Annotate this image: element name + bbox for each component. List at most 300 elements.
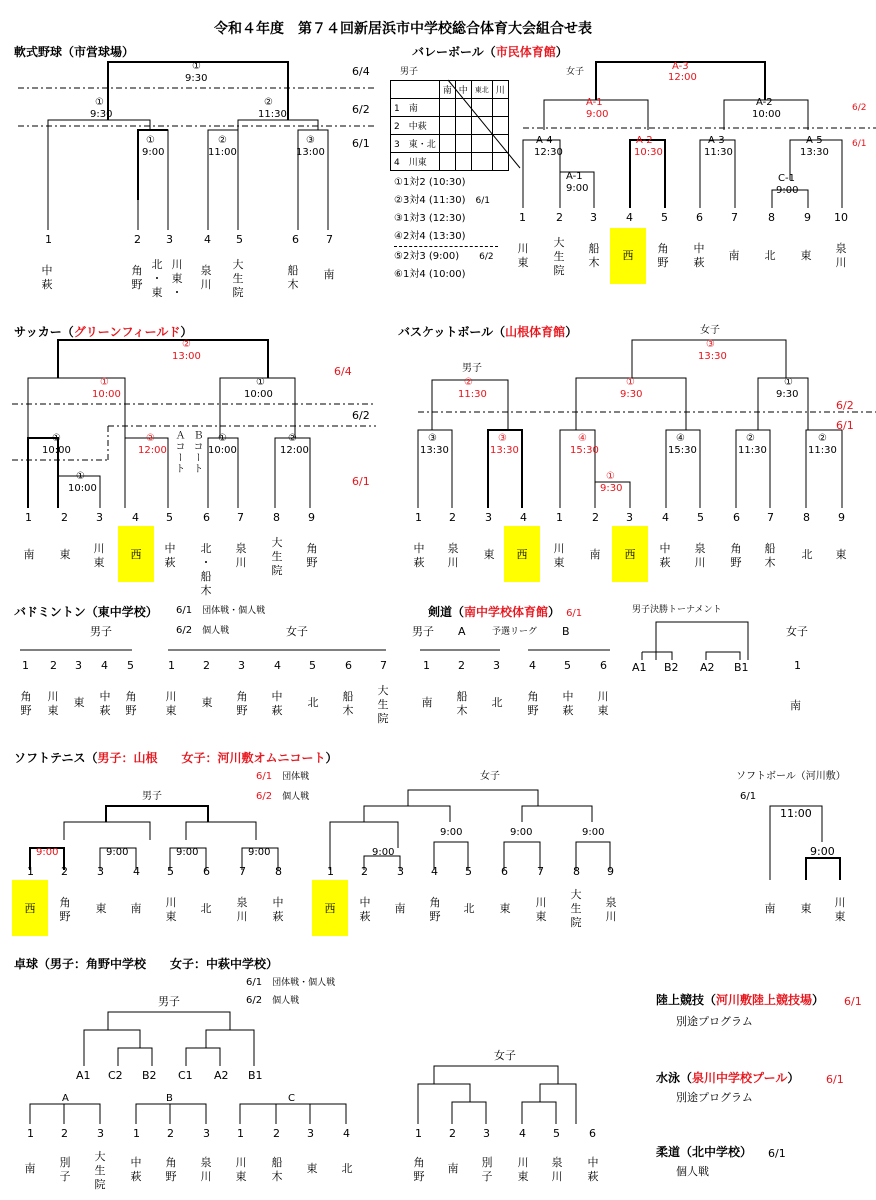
team-name: 川 東	[235, 1156, 247, 1183]
boys-label: 男子	[412, 625, 434, 638]
match-time: 9:30	[90, 109, 113, 120]
match-no: ②	[182, 339, 191, 350]
match-time: 13:00	[296, 147, 325, 158]
seed-number: 5	[166, 511, 173, 524]
match-time: 9:00	[582, 827, 605, 838]
judo-date: 6/1	[768, 1147, 786, 1160]
team-name: 北	[307, 696, 319, 709]
team-name: 東	[306, 1162, 318, 1175]
team-name: 東	[59, 548, 71, 561]
seed-number: 8	[803, 511, 810, 524]
seed-number: 3	[590, 211, 597, 224]
team-name: 角 野	[527, 690, 539, 717]
badminton-heading: バドミントン（東中学校）	[14, 605, 158, 619]
team-name: 川 東	[517, 1156, 529, 1183]
team-name: 中 萩	[41, 264, 53, 291]
team-name: 角 野	[125, 690, 137, 717]
final-label: 男子決勝トーナメント	[632, 605, 722, 615]
venue-name: 山根体育館	[505, 325, 566, 339]
team-name: 南	[790, 699, 801, 712]
match-time: 11:30	[258, 109, 287, 120]
final-slot: A1	[632, 661, 647, 674]
match-time: 9:00	[776, 185, 799, 196]
team-name: 北	[463, 902, 475, 915]
seed-number: 10	[834, 211, 848, 224]
team-name: 西	[324, 902, 336, 915]
boys-label: 男子	[462, 363, 482, 374]
group-label: C	[288, 1093, 295, 1104]
team-name: 南	[323, 268, 335, 281]
match-time: 11:30	[458, 389, 487, 400]
team-name: 大 生 院	[553, 236, 565, 277]
match-no: A-1	[566, 171, 583, 182]
team-name: 大 生 院	[271, 536, 283, 577]
schedule-row: ④2対4 (13:30)	[394, 231, 466, 242]
team-name: 川 東 ・	[171, 258, 183, 299]
match-no: ②	[746, 433, 755, 444]
venue-name: 南中学校体育館	[464, 605, 549, 619]
match-time: 9:00	[142, 147, 165, 158]
schedule-row: ⑤2対3 (9:00) 6/2	[394, 251, 494, 262]
tabletennis-heading: 卓球（男子：角野中学校 女子：中萩中学校）	[14, 957, 279, 971]
team-name: 中 萩	[130, 1156, 142, 1183]
venue-name: 泉川中学校プール	[692, 1071, 788, 1085]
team-name: 角 野	[413, 1156, 425, 1183]
team-name: 泉 川	[551, 1156, 563, 1183]
team-name: 角 野	[20, 690, 32, 717]
match-time: 9:30	[185, 73, 208, 84]
team-name: 角 野	[236, 690, 248, 717]
slot: B1	[248, 1069, 263, 1082]
match-time: 9:00	[248, 847, 271, 858]
match-time: 10:00	[92, 389, 121, 400]
league-table	[390, 80, 509, 171]
seed-number: 3	[626, 511, 633, 524]
team-name: 泉 川	[694, 542, 706, 569]
team-name: 北	[341, 1162, 353, 1175]
judo-note: 個人戦	[676, 1165, 709, 1178]
match-no: ②	[264, 97, 273, 108]
match-time: 9:30	[600, 483, 623, 494]
boys-label: 男子	[142, 791, 162, 802]
team-name: 泉 川	[605, 896, 617, 923]
seed-number: 6	[292, 233, 299, 246]
team-name: 西	[130, 548, 142, 561]
swimming-note: 別途プログラム	[676, 1091, 753, 1104]
venue-name: 市民体育館	[495, 45, 556, 59]
match-time: 9:00	[440, 827, 463, 838]
team-name: 川 東	[535, 896, 547, 923]
match-no: ①	[52, 433, 61, 444]
seed-number: 1	[794, 659, 801, 672]
league-head: 川	[492, 81, 508, 99]
seed-number: 3	[485, 511, 492, 524]
court-label: Ｂコート	[191, 430, 202, 474]
team-name: 角 野	[165, 1156, 177, 1183]
kendo-heading: 剣道（南中学校体育館） 6/1	[428, 605, 583, 619]
match-no: A-3	[708, 135, 725, 146]
swimming-date: 6/1	[826, 1073, 844, 1086]
match-no: A-4	[536, 135, 553, 146]
match-time: 9:00	[106, 847, 129, 858]
athletics-note: 別途プログラム	[676, 1015, 753, 1028]
info-row: 6/2 個人戦	[246, 995, 300, 1006]
match-time: 9:00	[372, 847, 395, 858]
slot: B2	[142, 1069, 157, 1082]
match-no: ①	[606, 471, 615, 482]
match-time: 10:00	[42, 445, 71, 456]
match-time: 9:00	[176, 847, 199, 858]
seed-number: 1	[556, 511, 563, 524]
match-no: ①	[784, 377, 793, 388]
venue-name: グリーンフィールド	[73, 325, 181, 339]
team-name: 北	[764, 249, 776, 262]
team-name: 中 萩	[164, 542, 176, 569]
team-name: 角 野	[429, 896, 441, 923]
seed-number: 7	[326, 233, 333, 246]
team-name: 中 萩	[659, 542, 671, 569]
team-name: 南	[24, 1162, 36, 1175]
team-name: 東	[835, 548, 847, 561]
slot: A2	[214, 1069, 229, 1082]
match-no: ②	[818, 433, 827, 444]
judo-heading: 柔道（北中学校）	[656, 1145, 753, 1159]
match-time: 12:30	[534, 147, 563, 158]
info-row: 6/1 団体戦	[256, 771, 310, 782]
seed-number: 8	[768, 211, 775, 224]
seed-number: 5	[697, 511, 704, 524]
team-name: 別 子	[481, 1156, 493, 1183]
match-no: ④	[676, 433, 685, 444]
team-name: 中 萩	[271, 690, 283, 717]
final-slot: A2	[700, 661, 715, 674]
team-name: 川 東	[553, 542, 565, 569]
match-time: 9:00	[810, 845, 835, 858]
team-name: 北	[801, 548, 813, 561]
slot: C2	[108, 1069, 123, 1082]
match-no: A-1	[586, 97, 603, 108]
match-time: 13:00	[172, 351, 201, 362]
soccer-date: 6/1	[352, 475, 370, 488]
team-name: 泉 川	[236, 896, 248, 923]
seed-number: 2	[592, 511, 599, 524]
league-row: 3 東・北	[391, 135, 440, 153]
seed-number: 4	[662, 511, 669, 524]
seed-number: 1	[415, 511, 422, 524]
match-time: 10:00	[752, 109, 781, 120]
seed-number: 7	[731, 211, 738, 224]
match-time: 11:00	[208, 147, 237, 158]
team-name: 中 萩	[562, 690, 574, 717]
vb-date: 6/2	[852, 103, 867, 113]
soccer-date: 6/4	[334, 365, 352, 378]
info-row: 6/1 団体戦・個人戦	[176, 605, 266, 616]
team-name: 泉 川	[235, 542, 247, 569]
match-no: ①	[76, 471, 85, 482]
match-time: 9:30	[620, 389, 643, 400]
team-name: 船 木	[764, 542, 776, 569]
team-name: 船 木	[287, 264, 299, 291]
team-name: 中 萩	[99, 690, 111, 717]
team-name: 北	[200, 902, 212, 915]
team-name: 東	[95, 902, 107, 915]
page-title: 令和４年度 第７４回新居浜市中学校総合体育大会組合せ表	[214, 21, 592, 37]
slot: A1	[76, 1069, 91, 1082]
team-name: 南	[394, 902, 406, 915]
slot: C1	[178, 1069, 193, 1082]
team-name: 中 萩	[587, 1156, 599, 1183]
group-label: B	[562, 625, 570, 638]
bb-date: 6/1	[836, 419, 854, 432]
match-no: ①	[95, 97, 104, 108]
seed-number: 7	[767, 511, 774, 524]
group-label: B	[166, 1093, 173, 1104]
team-name: 泉 川	[447, 542, 459, 569]
team-name: 北 ・ 船 木	[200, 542, 212, 597]
softball-heading: ソフトボール（河川敷）	[736, 771, 846, 782]
match-time: 13:30	[698, 351, 727, 362]
schedule-row: ②3対4 (11:30) 6/1	[394, 195, 490, 206]
team-name: 大 生 院	[570, 888, 582, 929]
seed-number: 3	[96, 511, 103, 524]
group-label: A	[62, 1093, 69, 1104]
seed-number: 6	[203, 511, 210, 524]
match-no: ①	[100, 377, 109, 388]
basketball-heading: バスケットボール（山根体育館）	[398, 325, 578, 339]
team-name: 川 東	[47, 690, 59, 717]
match-time: 10:00	[208, 445, 237, 456]
match-no: ①	[256, 377, 265, 388]
match-no: ③	[706, 339, 715, 350]
team-name: 北 ・ 東	[151, 258, 163, 299]
seed-number: 4	[132, 511, 139, 524]
venue-name: 河川敷陸上競技場	[716, 993, 813, 1007]
match-no: ①	[218, 433, 227, 444]
team-name: 角 野	[730, 542, 742, 569]
match-time: 13:30	[420, 445, 449, 456]
team-name: 東	[800, 249, 812, 262]
final-slot: B1	[734, 661, 749, 674]
team-name: 中 萩	[359, 896, 371, 923]
seed-number: 1	[519, 211, 526, 224]
softball-date: 6/1	[740, 791, 757, 802]
seed-number: 2	[61, 511, 68, 524]
baseball-heading: 軟式野球（市営球場）	[14, 45, 135, 59]
team-name: 南	[589, 548, 601, 561]
match-no: ②	[218, 135, 227, 146]
league-head: 東北	[471, 81, 492, 99]
girls-label: 女子	[786, 625, 808, 638]
seed-number: 1	[45, 233, 52, 246]
girls-label: 女子	[480, 771, 500, 782]
team-name: 南	[130, 902, 142, 915]
league-label: 予選リーグ	[492, 627, 538, 637]
team-name: 川 東	[517, 242, 529, 269]
match-time: 13:30	[490, 445, 519, 456]
seed-number: 5	[236, 233, 243, 246]
seed-number: 2	[556, 211, 563, 224]
team-name: 大 生 院	[377, 684, 389, 725]
match-time: 12:00	[668, 72, 697, 83]
match-time: 9:00	[586, 109, 609, 120]
seed-number: 6	[733, 511, 740, 524]
seed-number: 4	[626, 211, 633, 224]
team-name: 別 子	[59, 1156, 71, 1183]
boys-label: 男子	[400, 67, 419, 77]
match-time: 10:30	[634, 147, 663, 158]
match-time: 9:30	[776, 389, 799, 400]
match-time: 15:30	[570, 445, 599, 456]
match-time: 13:30	[800, 147, 829, 158]
seed-number: 3	[166, 233, 173, 246]
match-time: 12:00	[138, 445, 167, 456]
match-no: A-3	[672, 61, 689, 72]
group-label: A	[458, 625, 466, 638]
match-time: 11:30	[808, 445, 837, 456]
team-name: 東	[73, 696, 85, 709]
league-head: 南	[439, 81, 455, 99]
athletics-heading: 陸上競技（河川敷陸上競技場）	[656, 993, 825, 1007]
match-no: ①	[626, 377, 635, 388]
team-name: 南	[447, 1162, 459, 1175]
boys-label: 男子	[158, 995, 180, 1008]
team-name: 角 野	[131, 264, 143, 291]
venue-name: 男子：山根 女子：河川敷オムニコート	[97, 751, 326, 765]
schedule-row: ①1対2 (10:30)	[394, 177, 466, 188]
bb-date: 6/2	[836, 399, 854, 412]
schedule-row: ③1対3 (12:30)	[394, 213, 466, 224]
match-no: ①	[146, 135, 155, 146]
match-time: 10:00	[68, 483, 97, 494]
team-name: 北	[491, 696, 503, 709]
softtennis-heading: ソフトテニス（男子：山根 女子：河川敷オムニコート）	[14, 751, 338, 765]
match-no: ②	[288, 433, 297, 444]
info-row: 6/1 団体戦・個人戦	[246, 977, 336, 988]
team-name: 東	[483, 548, 495, 561]
athletics-date: 6/1	[844, 995, 862, 1008]
team-name: 船 木	[456, 690, 468, 717]
seed-number: 9	[838, 511, 845, 524]
match-no: A-5	[806, 135, 823, 146]
team-name: 泉 川	[200, 1156, 212, 1183]
match-no: A-2	[636, 135, 653, 146]
info-row: 6/2 個人戦	[256, 791, 310, 802]
match-time: 12:00	[280, 445, 309, 456]
team-name: 東	[800, 902, 812, 915]
team-name: 船 木	[342, 690, 354, 717]
team-name: 西	[622, 249, 634, 262]
team-name: 南	[728, 249, 740, 262]
team-name: 中 萩	[693, 242, 705, 269]
seed-number: 9	[308, 511, 315, 524]
baseball-date: 6/2	[352, 103, 370, 116]
soccer-heading: サッカー（グリーンフィールド）	[14, 325, 193, 339]
team-name: 東	[499, 902, 511, 915]
girls-label: 女子	[566, 67, 585, 77]
match-time: 11:30	[704, 147, 733, 158]
team-name: 西	[24, 902, 36, 915]
team-name: 角 野	[657, 242, 669, 269]
match-no: ③	[306, 135, 315, 146]
team-name: 泉 川	[200, 264, 212, 291]
match-time: 9:00	[510, 827, 533, 838]
swimming-heading: 水泳（泉川中学校プール）	[656, 1071, 800, 1085]
team-name: 西	[516, 548, 528, 561]
team-name: 船 木	[588, 242, 600, 269]
team-name: 南	[421, 696, 433, 709]
seed-number: 6	[696, 211, 703, 224]
seed-number: 7	[237, 511, 244, 524]
court-label: Ａコート	[173, 430, 184, 474]
match-no: ②	[146, 433, 155, 444]
team-name: 角 野	[59, 896, 71, 923]
team-name: 川 東	[834, 896, 846, 923]
seed-number: 1	[25, 511, 32, 524]
vb-date: 6/1	[852, 139, 867, 149]
girls-label: 女子	[286, 625, 308, 638]
team-name: 南	[23, 548, 35, 561]
match-no: ④	[578, 433, 587, 444]
team-name: 川 東	[165, 896, 177, 923]
league-head: 中	[455, 81, 471, 99]
match-no: ③	[428, 433, 437, 444]
team-name: 中 萩	[272, 896, 284, 923]
team-name: 角 野	[306, 542, 318, 569]
seed-number: 5	[661, 211, 668, 224]
match-no: ②	[464, 377, 473, 388]
league-row: 1 南	[391, 99, 440, 117]
girls-label: 女子	[494, 1049, 516, 1062]
match-no: C-1	[778, 173, 795, 184]
match-time: 11:30	[738, 445, 767, 456]
team-name: 南	[764, 902, 776, 915]
team-name: 川 東	[93, 542, 105, 569]
match-no: ③	[498, 433, 507, 444]
seed-number: 2	[449, 511, 456, 524]
match-time: 15:30	[668, 445, 697, 456]
match-time: 9:00	[36, 847, 59, 858]
volleyball-heading: バレーボール（市民体育館）	[412, 45, 568, 59]
girls-label: 女子	[700, 325, 720, 336]
team-name: 川 東	[597, 690, 609, 717]
team-name: 東	[201, 696, 213, 709]
match-time: 11:00	[780, 807, 812, 820]
team-name: 西	[624, 548, 636, 561]
schedule-row: ⑥1対4 (10:00)	[394, 269, 466, 280]
match-time: 10:00	[244, 389, 273, 400]
team-name: 大 生 院	[232, 258, 244, 299]
boys-label: 男子	[90, 625, 112, 638]
baseball-date: 6/1	[352, 137, 370, 150]
league-row: 4 川東	[391, 153, 440, 171]
team-name: 船 木	[271, 1156, 283, 1183]
team-name: 川 東	[165, 690, 177, 717]
match-no: ①	[192, 61, 201, 72]
seed-number: 4	[520, 511, 527, 524]
team-name: 中 萩	[413, 542, 425, 569]
seed-number: 8	[273, 511, 280, 524]
team-name: 泉 川	[835, 242, 847, 269]
info-row: 6/2 個人戦	[176, 625, 230, 636]
team-name: 大 生 院	[94, 1150, 106, 1191]
seed-number: 2	[134, 233, 141, 246]
league-row: 2 中萩	[391, 117, 440, 135]
soccer-date: 6/2	[352, 409, 370, 422]
seed-number: 4	[204, 233, 211, 246]
final-slot: B2	[664, 661, 679, 674]
seed-number: 9	[804, 211, 811, 224]
match-time: 9:00	[566, 183, 589, 194]
